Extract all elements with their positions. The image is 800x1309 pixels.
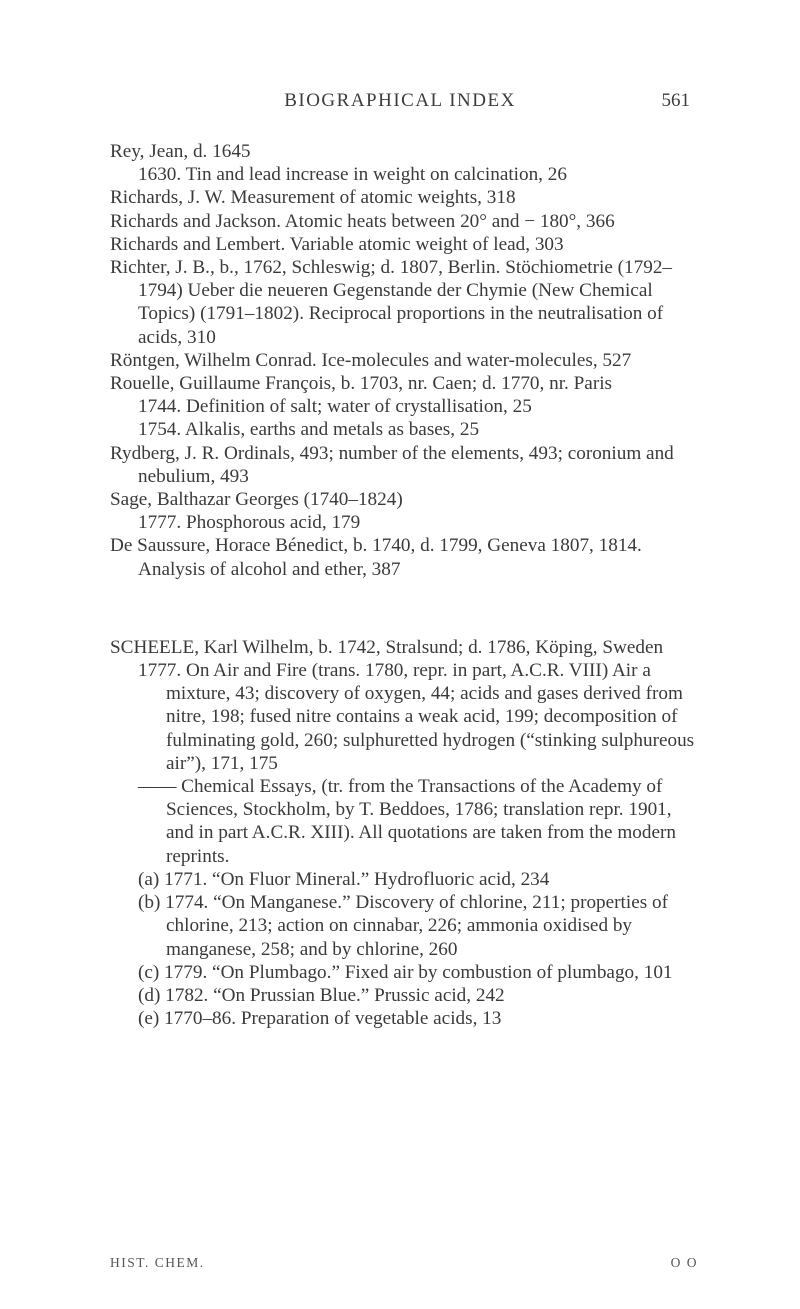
signature-mark-left: HIST. CHEM. [110,1255,205,1270]
index-entry: Richards and Lembert. Variable atomic weight of lead, 303 [110,233,564,255]
index-entry: Richards, J. W. Measurement of atomic weights, 318 [110,187,516,209]
index-subentry: (d) 1782. “On Prussian Blue.” Prussic acid, 242 [138,984,505,1006]
index-entry: Rydberg, J. R. Ordinals, 493; number of the elements, 493; coronium and nebulium, 493 [110,442,674,487]
index-subentry: (e) 1770–86. Preparation of vegetable acids, 13 [138,1008,502,1030]
index-entry: Richards and Jackson. Atomic heats between 20° and − 180°, 366 [110,210,615,232]
index-subentry: (b) 1774. “On Manganese.” Discovery of chlorine, 211; properties of chlorine, 213; action on cinnabar, 226; ammonia oxidised by manganese, 258; and by chlorine, 260 [138,892,668,960]
index-entry: Richter, J. B., b., 1762, Schleswig; d. 1807, Berlin. Stöchiometrie (1792–1794) Ueber die neueren Gegenstande der Chymie (New Chemical Topics) (1791–1802). Reciprocal proportions in the neutralisation of acids, 310 [110,257,673,348]
index-entry: SCHEELE, Karl Wilhelm, b. 1742, Stralsund; d. 1786, Köping, Sweden [110,636,664,658]
index-entry: Sage, Balthazar Georges (1740–1824) [110,489,403,511]
page-footer [110,1255,700,1279]
index-entry: Rouelle, Guillaume François, b. 1703, nr. Caen; d. 1770, nr. Paris [110,373,613,395]
index-entry: Rey, Jean, d. 1645 [110,141,251,162]
running-title: BIOGRAPHICAL INDEX [284,90,516,111]
index-entry: Röntgen, Wilhelm Conrad. Ice-molecules and water-molecules, 527 [110,349,632,371]
index-subentry: 1744. Definition of salt; water of crystallisation, 25 [138,396,532,418]
index-subentry: 1777. On Air and Fire (trans. 1780, repr. in part, A.C.R. VIII) Air a mixture, 43; discovery of oxygen, 44; acids and gases derived from nitre, 198; fused nitre contains a weak acid, 199; decomposition of fulminating gold, 260; sulphuretted hydrogen (“stinking sulphureous air”), 171, 175 [138,660,695,774]
page-number: 561 [661,90,690,111]
page-header [110,90,690,118]
index-subentry: 1754. Alkalis, earths and metals as bases, 25 [138,419,480,441]
index-entry: De Saussure, Horace Bénedict, b. 1740, d. 1799, Geneva 1807, 1814. Analysis of alcohol and ether, 387 [110,535,642,580]
signature-mark-right: O O [670,1255,698,1270]
index-subentry: —— Chemical Essays, (tr. from the Transactions of the Academy of Sciences, Stockholm, by T. Beddoes, 1786; translation repr. 1901, and in part A.C.R. XIII). All quotations are taken from the modern reprints. [138,776,676,867]
index-subentry: 1630. Tin and lead increase in weight on calcination, 26 [138,164,567,186]
index-subentry: 1777. Phosphorous acid, 179 [138,512,361,534]
index-body [110,140,700,1030]
index-subentry: (c) 1779. “On Plumbago.” Fixed air by combustion of plumbago, 101 [138,961,673,983]
section-gap [110,597,700,620]
index-subentry: (a) 1771. “On Fluor Mineral.” Hydrofluoric acid, 234 [138,868,550,890]
